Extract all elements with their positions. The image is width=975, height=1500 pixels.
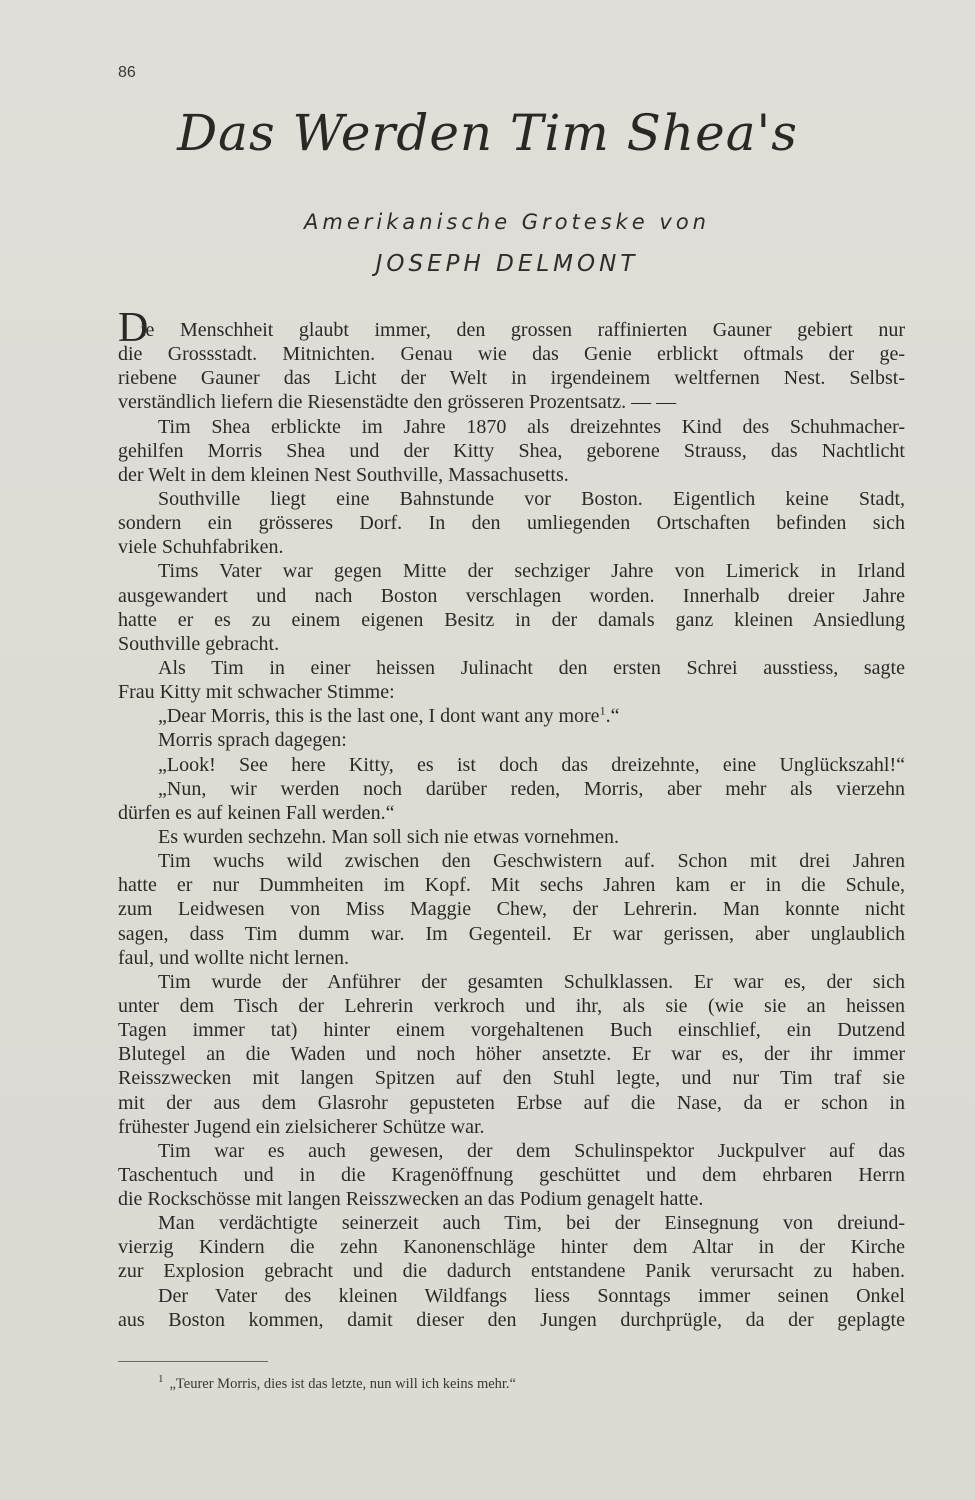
text-line: [118, 1235, 905, 1259]
subtitle: Amerikanische Groteske von: [304, 210, 710, 234]
text-line: [118, 801, 905, 825]
text-line: [118, 897, 905, 921]
text-line-content: Tim Shea erblickte im Jahre 1870 als dreizehntes Kind des Schuhmacher-: [158, 415, 905, 438]
text-line-content: ie Menschheit glaubt immer, den grossen raffinierten Gauner gebiert nur: [140, 319, 905, 341]
text-line-content: Taschentuch und in die Kragenöffnung geschüttet und dem ehrbaren Herrn: [118, 1163, 905, 1186]
text-line-content: viele Schuhfabriken.: [118, 536, 284, 559]
text-line: [118, 970, 905, 994]
text-line-content: sondern ein grösseres Dorf. In den umliegenden Ortschaften befinden sich: [118, 512, 905, 535]
text-line: [118, 1139, 905, 1163]
footnote-marker: 1: [158, 1373, 164, 1385]
text-line: [118, 559, 905, 583]
text-line-content: Reisszwecken mit langen Spitzen auf den Stuhl legte, und nur Tim traf sie: [118, 1067, 905, 1090]
text-line-content: riebene Gauner das Licht der Welt in irgendeinem weltfernen Nest. Selbst-: [118, 367, 905, 390]
text-line-content: ausgewandert und nach Boston verschlagen worden. Innerhalb dreier Jahre: [118, 584, 905, 607]
text-line: [118, 415, 905, 439]
text-line-content: Tims Vater war gegen Mitte der sechziger Jahre von Limerick in Irland: [158, 560, 905, 583]
text-line: [118, 1115, 905, 1139]
text-line-content: dürfen es auf keinen Fall werden.“: [118, 801, 395, 824]
text-line-content: vierzig Kindern die zehn Kanonenschläge hinter dem Altar in der Kirche: [118, 1236, 905, 1259]
text-line-content: faul, und wollte nicht lernen.: [118, 946, 350, 969]
text-line: [118, 305, 905, 351]
text-line: [118, 608, 905, 632]
text-line: [118, 1163, 905, 1187]
footnote-divider: [118, 1361, 268, 1362]
text-line-content: zum Leidwesen von Miss Maggie Chew, der Lehrerin. Man konnte nicht: [118, 898, 905, 921]
article-body: [118, 305, 905, 1332]
text-line: [118, 390, 905, 414]
text-line-content: Es wurden sechzehn. Man soll sich nie etwas vornehmen.: [158, 825, 619, 848]
text-line-content: aus Boston kommen, damit dieser den Jungen durchprügle, da der geplagte: [118, 1308, 905, 1331]
text-line: [118, 1284, 905, 1308]
text-line: [118, 342, 905, 366]
text-line-content: zur Explosion gebracht und die dadurch entstandene Panik verursacht zu haben.: [118, 1260, 905, 1283]
text-line-content: frühester Jugend ein zielsicherer Schütze war.: [118, 1115, 485, 1138]
text-line: [118, 849, 905, 873]
text-line-content: hatte er es zu einem eigenen Besitz in der damals ganz kleinen Ansiedlung: [118, 608, 905, 631]
text-line-content: Tagen immer tat) hinter einem vorgehaltenen Buch einschlief, ein Dutzend: [118, 1019, 905, 1042]
footnote-reference: 1: [599, 703, 606, 718]
text-line: [118, 922, 905, 946]
text-line: [118, 439, 905, 463]
footnote: [158, 1373, 516, 1393]
text-line-content: Man verdächtigte seinerzeit auch Tim, bei der Einsegnung von dreiund-: [158, 1212, 905, 1235]
text-line-content: Frau Kitty mit schwacher Stimme:: [118, 681, 395, 704]
text-line-content: „Nun, wir werden noch darüber reden, Morris, aber mehr als vierzehn: [158, 777, 905, 800]
text-line-content: hatte er nur Dummheiten im Kopf. Mit sechs Jahren kam er in die Schule,: [118, 874, 905, 897]
page-title: Das Werden Tim Shea's: [177, 104, 798, 162]
text-line: [118, 1018, 905, 1042]
text-line: [118, 487, 905, 511]
text-line: [118, 777, 905, 801]
text-line: [118, 1211, 905, 1235]
text-line-content: Der Vater des kleinen Wildfangs liess Sonntags immer seinen Onkel: [158, 1284, 905, 1307]
text-line: [118, 728, 905, 752]
text-line-content: die Rockschösse mit langen Reisszwecken an das Podium genagelt hatte.: [118, 1188, 704, 1211]
text-line: [118, 946, 905, 970]
text-line: [118, 656, 905, 680]
text-line-content: die Grossstadt. Mitnichten. Genau wie das Genie erblickt oftmals der ge-: [118, 343, 905, 366]
text-line-content: sagen, dass Tim dumm war. Im Gegenteil. Er war gerissen, aber unglaublich: [118, 922, 905, 945]
text-line: [118, 1091, 905, 1115]
text-line-content: Blutegel an die Waden und noch höher ansetzte. Er war es, der ihr immer: [118, 1043, 905, 1066]
text-line: [118, 535, 905, 559]
text-line: [118, 632, 905, 656]
author-name: JOSEPH DELMONT: [375, 251, 639, 277]
text-line-content: gehilfen Morris Shea und der Kitty Shea, geborene Strauss, das Nachtlicht: [118, 439, 905, 462]
text-line-content: „Dear Morris, this is the last one, I dont want any more: [158, 705, 600, 728]
text-line-content: der Welt in dem kleinen Nest Southville, Massachusetts.: [118, 463, 569, 486]
text-line-content: Morris sprach dagegen:: [158, 729, 347, 752]
text-line: [118, 584, 905, 608]
page-number: 86: [118, 64, 136, 81]
text-line: [118, 825, 905, 849]
footnote-text: „Teurer Morris, dies ist das letzte, nun will ich keins mehr.“: [169, 1375, 516, 1392]
text-line: [118, 753, 905, 777]
text-line: [118, 511, 905, 535]
text-line-content: „Look! See here Kitty, es ist doch das dreizehnte, eine Unglückszahl!“: [158, 753, 905, 776]
text-line-content: Tim wuchs wild zwischen den Geschwistern auf. Schon mit drei Jahren: [158, 850, 905, 873]
text-line: [118, 873, 905, 897]
text-line: [118, 1042, 905, 1066]
text-line: [118, 1259, 905, 1283]
drop-cap: D: [118, 305, 149, 351]
text-line: [118, 680, 905, 704]
text-line-content: verständlich liefern die Riesenstädte den grösseren Prozentsatz. — —: [118, 391, 677, 414]
text-line-suffix: .“: [605, 705, 620, 728]
text-line-content: Als Tim in einer heissen Julinacht den ersten Schrei ausstiess, sagte: [158, 656, 905, 679]
text-line-content: unter dem Tisch der Lehrerin verkroch und ihr, als sie (wie sie an heissen: [118, 994, 905, 1017]
text-line-content: Southville liegt eine Bahnstunde vor Boston. Eigentlich keine Stadt,: [158, 487, 905, 510]
text-line-content: Tim wurde der Anführer der gesamten Schulklassen. Er war es, der sich: [158, 970, 905, 993]
text-line: [118, 1187, 905, 1211]
text-line: [118, 1308, 905, 1332]
text-line-content: Tim war es auch gewesen, der dem Schulinspektor Juckpulver auf das: [158, 1139, 905, 1162]
text-line: [118, 994, 905, 1018]
text-line-content: mit der aus dem Glasrohr gepusteten Erbse auf die Nase, da er schon in: [118, 1091, 905, 1114]
text-line: [118, 1066, 905, 1090]
text-line: [118, 463, 905, 487]
text-line: [118, 366, 905, 390]
text-line: [118, 704, 905, 728]
text-line-content: Southville gebracht.: [118, 632, 280, 655]
